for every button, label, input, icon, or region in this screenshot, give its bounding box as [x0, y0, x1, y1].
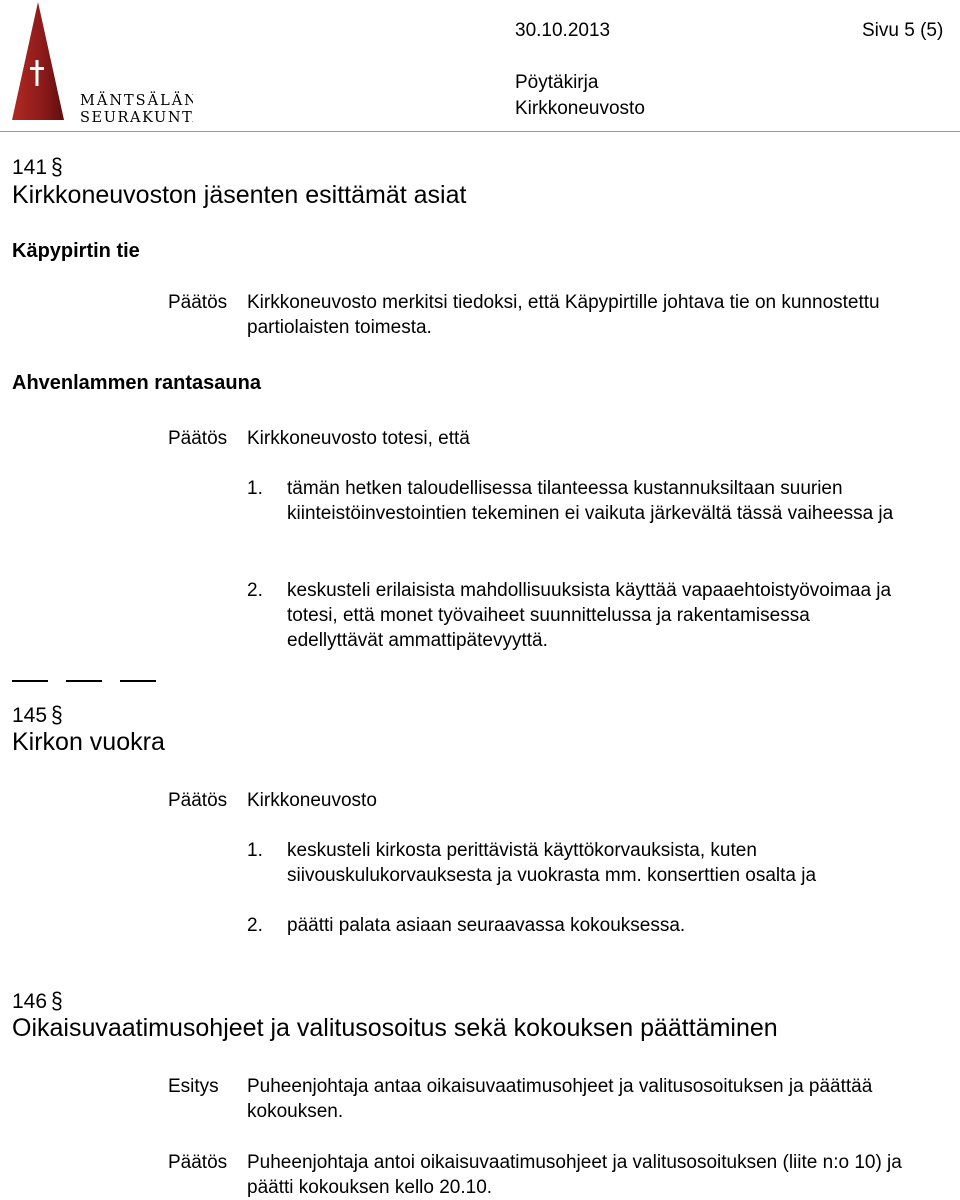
header-page: Sivu 5 (5): [862, 20, 944, 41]
decision-label: Päätös: [168, 292, 228, 313]
section-141-number: [12, 156, 63, 180]
subheading-ahvenlammen-rantasauna: Ahvenlammen rantasauna: [12, 372, 261, 394]
header-doc-type: Pöytäkirja: [515, 72, 599, 93]
list-item: päätti palata asiaan seuraavassa kokouksessa.: [287, 915, 686, 936]
decision-text: Kirkkoneuvosto: [247, 790, 377, 811]
section-symbol-icon: §: [51, 988, 63, 1015]
separator-line: [120, 680, 156, 682]
list-item-number: 1.: [247, 840, 263, 861]
decision-label: Päätös: [168, 428, 228, 449]
list-item-number: 2.: [247, 915, 263, 936]
proposal-text: Puheenjohtaja antaa oikaisuvaatimusohjeet ja valitusosoituksen ja päättää kokouksen.: [247, 1076, 873, 1122]
proposal-label: Esitys: [168, 1076, 219, 1097]
section-number: 146: [12, 990, 48, 1013]
section-number: 145: [12, 704, 48, 727]
list-item-number: 2.: [247, 580, 263, 601]
separator-line: [66, 680, 102, 682]
section-symbol-icon: §: [51, 154, 63, 181]
parish-logo: [8, 2, 193, 126]
list-item: keskusteli kirkosta perittävistä käyttökorvauksista, kuten siivouskulukorvauksesta ja vuokrasta mm. konserttien osalta ja: [287, 840, 817, 886]
header-date: 30.10.2013: [515, 20, 611, 41]
decision-label: Päätös: [168, 1152, 228, 1173]
section-symbol-icon: §: [51, 702, 63, 729]
list-item: tämän hetken taloudellisessa tilanteessa kustannuksiltaan suurien kiinteistöinvestointien tekeminen ei vaikuta järkevältä tässä vaiheessa ja: [287, 478, 894, 524]
decision-text: Kirkkoneuvosto totesi, että: [247, 428, 470, 449]
header-divider: [0, 131, 960, 132]
list-item: keskusteli erilaisista mahdollisuuksista käyttää vapaaehtoistyövoimaa ja totesi, että monet työvaiheet suunnittelussa ja rakentamisessa edellyttävät ammattipätevyyttä.: [287, 580, 892, 651]
decision-label: Päätös: [168, 790, 228, 811]
section-145-number: [12, 704, 63, 728]
logo-text-line1: MÄNTSÄLÄN: [80, 93, 193, 109]
church-spire-icon: [8, 2, 193, 126]
section-146-title: Oikaisuvaatimusohjeet ja valitusosoitus sekä kokouksen päättäminen: [12, 1014, 778, 1042]
decision-text: Kirkkoneuvosto merkitsi tiedoksi, että Käpypirtille johtava tie on kunnostettu partiolaisten toimesta.: [247, 292, 880, 338]
section-145-title: Kirkon vuokra: [12, 728, 165, 756]
separator-line: [12, 680, 48, 682]
list-item-number: 1.: [247, 478, 263, 499]
section-146-number: [12, 990, 63, 1014]
logo-text-line2: SEURAKUNTA: [80, 110, 193, 126]
decision-text: Puheenjohtaja antoi oikaisuvaatimusohjeet ja valitusosoituksen (liite n:o 10) ja päätti kokouksen kello 20.10.: [247, 1152, 902, 1198]
subheading-kapypirtin-tie: Käpypirtin tie: [12, 240, 140, 262]
section-141-title: Kirkkoneuvoston jäsenten esittämät asiat: [12, 181, 467, 209]
section-number: 141: [12, 156, 48, 179]
header-body: Kirkkoneuvosto: [515, 98, 645, 119]
